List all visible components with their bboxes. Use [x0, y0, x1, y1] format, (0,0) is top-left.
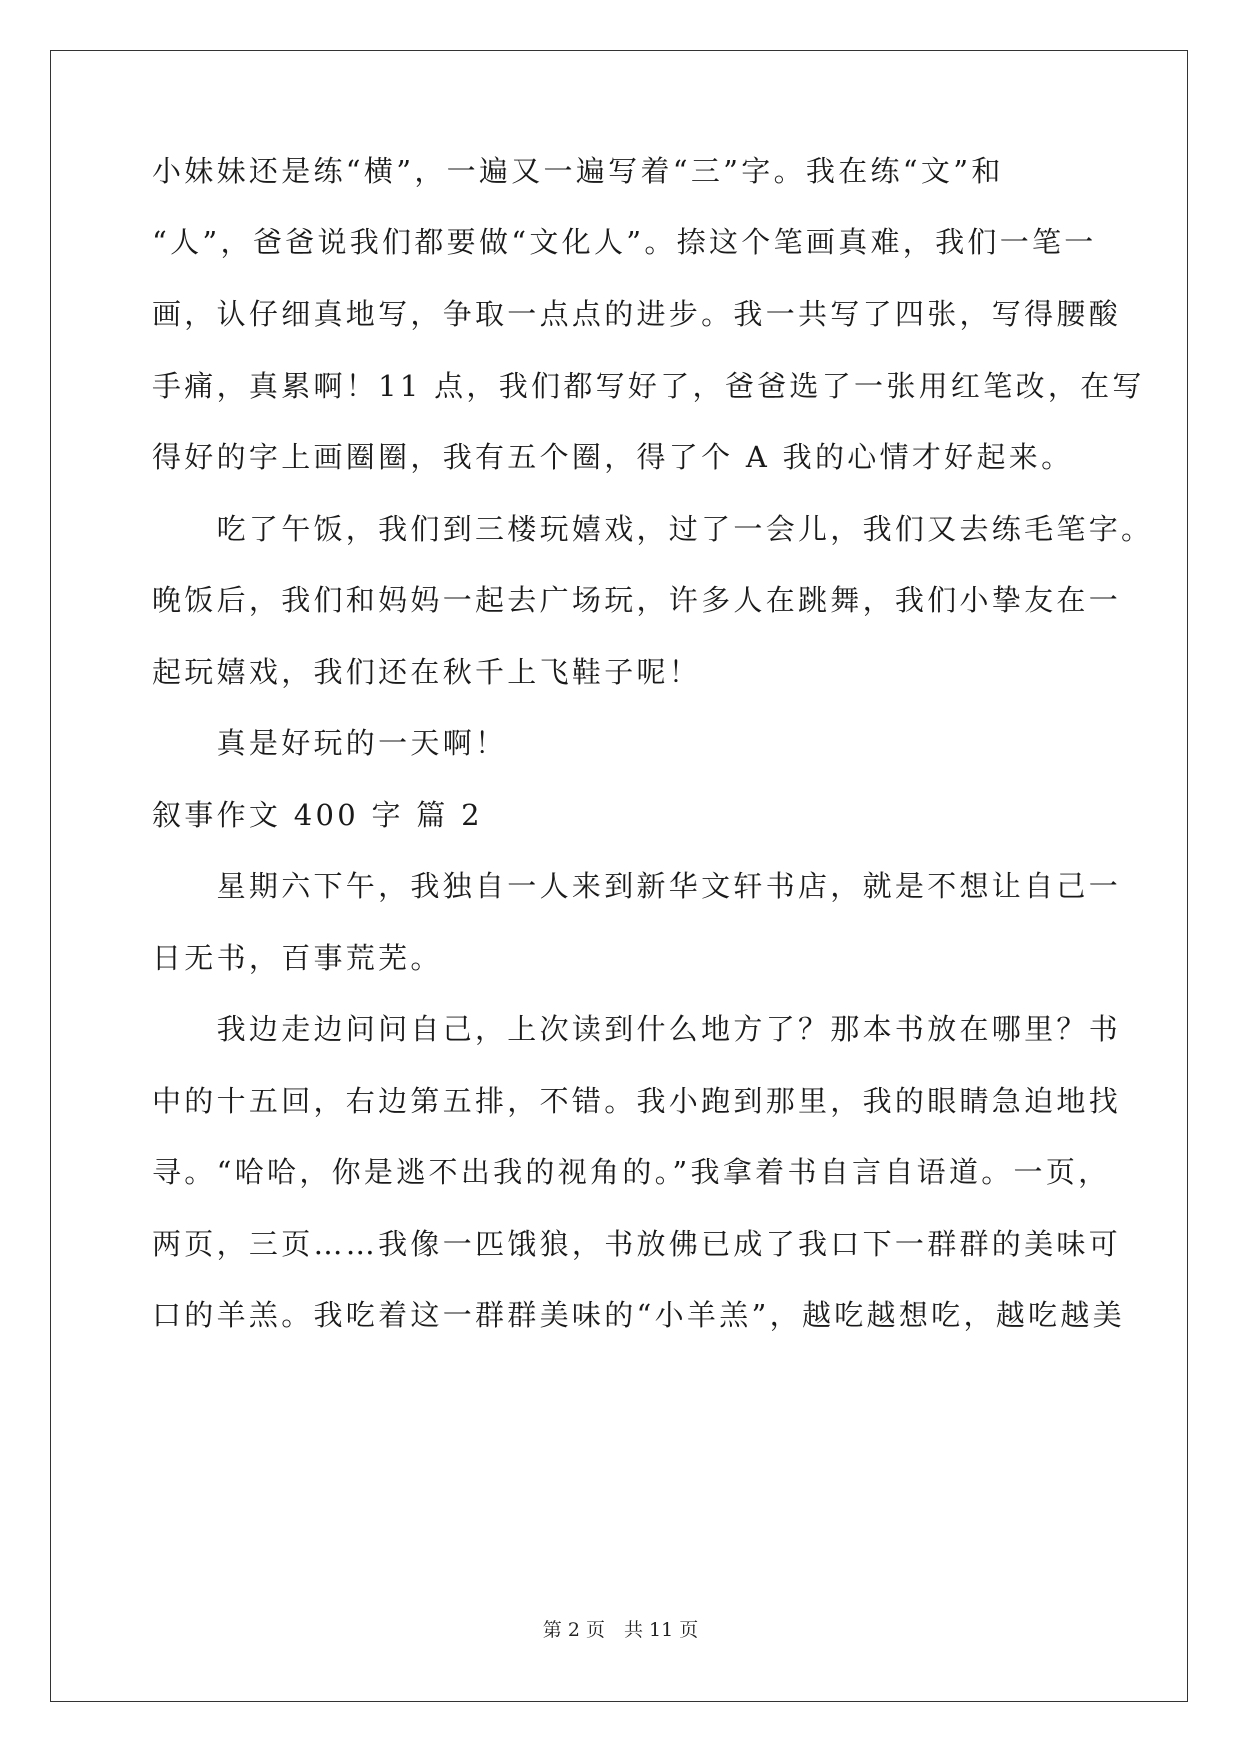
- page-number: 第 2 页 共 11 页: [542, 1619, 699, 1641]
- text-line: 晚饭后，我们和妈妈一起去广场玩，许多人在跳舞，我们小挚友在一: [152, 583, 1122, 617]
- text-line: 我边走边问问自己，上次读到什么地方了？那本书放在哪里？书: [152, 1012, 1122, 1046]
- text-line: 寻。“哈哈，你是逃不出我的视角的。”我拿着书自言自语道。一页，: [152, 1155, 1111, 1189]
- text-line: 起玩嬉戏，我们还在秋千上飞鞋子呢！: [152, 655, 702, 689]
- text-line: 小妹妹还是练“横”，一遍又一遍写着“三”字。我在练“文”和: [152, 154, 1004, 188]
- page-footer: [0, 1618, 1241, 1642]
- text-line: 中的十五回，右边第五排，不错。我小跑到那里，我的眼睛急迫地找: [152, 1084, 1122, 1118]
- text-line: 日无书，百事荒芜。: [152, 941, 443, 975]
- text-line: 星期六下午，我独自一人来到新华文轩书店，就是不想让自己一: [152, 869, 1122, 903]
- text-line: 画，认仔细真地写，争取一点点的进步。我一共写了四张，写得腰酸: [152, 297, 1122, 331]
- text-line: 两页，三页……我像一匹饿狼，书放佛已成了我口下一群群的美味可: [152, 1227, 1122, 1261]
- section-heading: 叙事作文 400 字 篇 2: [152, 798, 483, 832]
- text-line: 口的羊羔。我吃着这一群群美味的“小羊羔”，越吃越想吃，越吃越美: [152, 1298, 1125, 1332]
- text-line: 真是好玩的一天啊！: [152, 726, 508, 760]
- text-line: 得好的字上画圈圈，我有五个圈，得了个 A 我的心情才好起来。: [152, 440, 1074, 474]
- text-line: “人”，爸爸说我们都要做“文化人”。捺这个笔画真难，我们一笔一: [152, 225, 1097, 259]
- text-line: 吃了午饭，我们到三楼玩嬉戏，过了一会儿，我们又去练毛笔字。: [152, 512, 1154, 546]
- text-line: 手痛，真累啊！11 点，我们都写好了，爸爸选了一张用红笔改，在写: [152, 369, 1145, 403]
